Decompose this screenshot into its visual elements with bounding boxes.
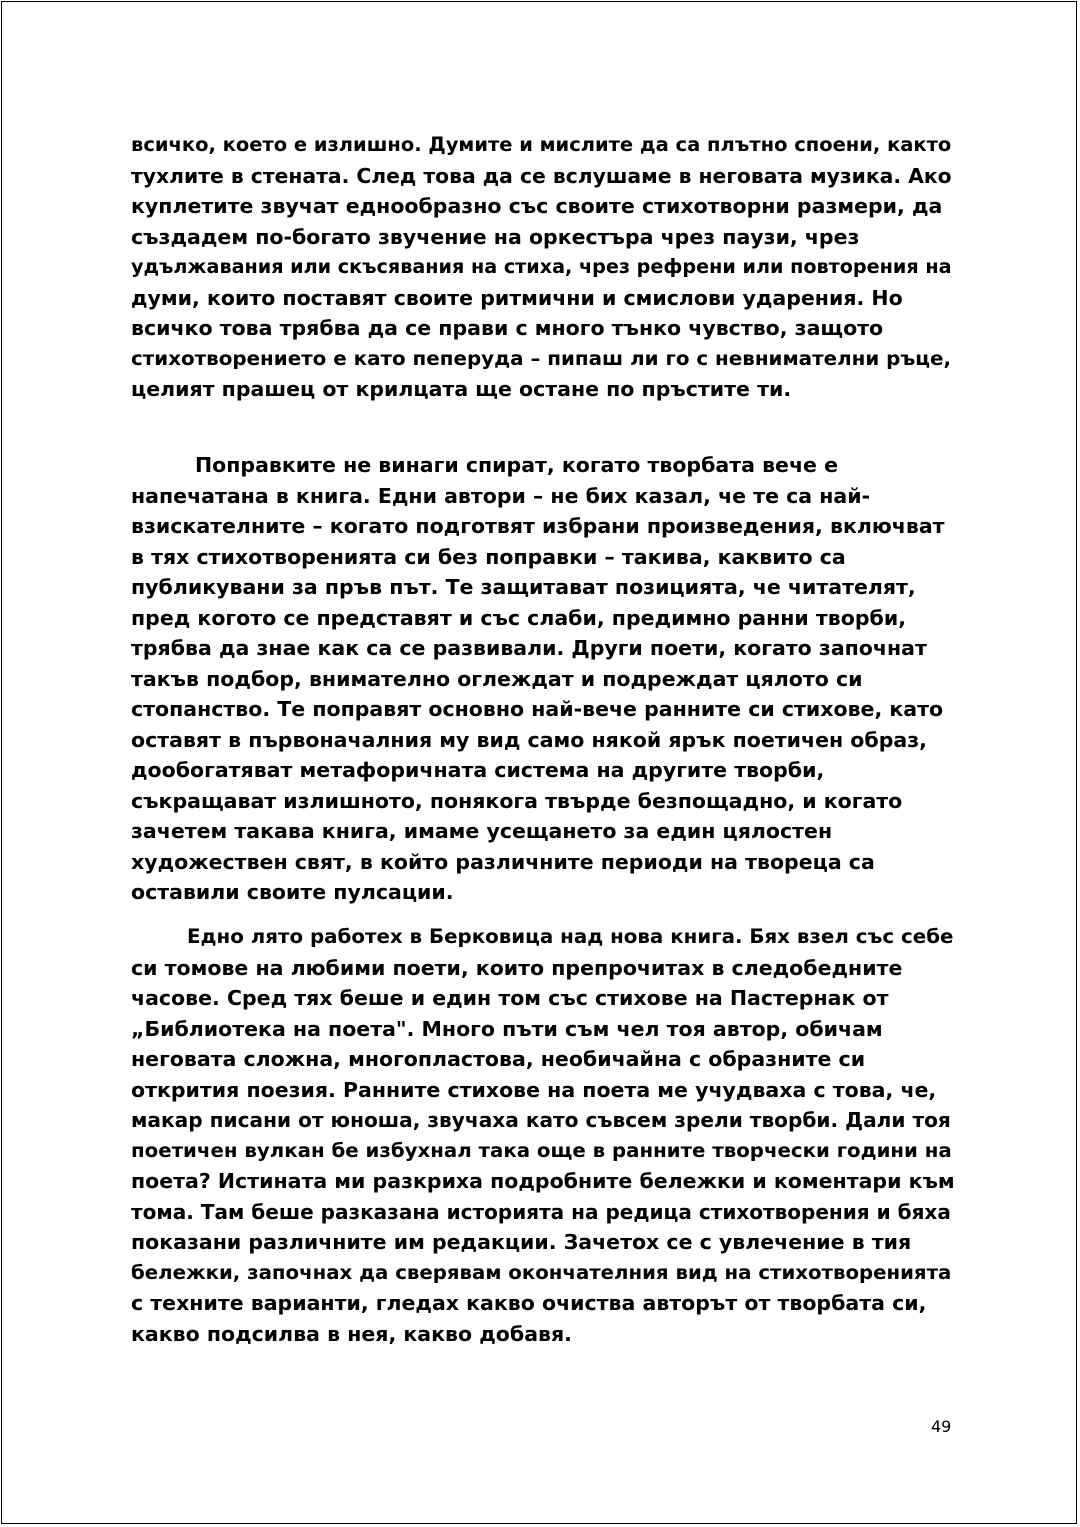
text-line: с техните варианти, гледах какво очиства авторът от творбата си, bbox=[131, 1291, 927, 1315]
paragraph-1 bbox=[131, 130, 956, 405]
paragraph-3 bbox=[131, 922, 956, 1349]
text-line: какво подсилва в нея, какво добавя. bbox=[131, 1321, 572, 1346]
text-line: думи, които поставят своите ритмични и смислови ударения. Но bbox=[131, 285, 903, 310]
text-line: макар писани от юноша, звучаха като съвсем зрели творби. Дали тоя bbox=[131, 1108, 951, 1132]
text-line: пред когото се представят и със слаби, предимно ранни творби, bbox=[131, 605, 907, 630]
text-line: „Библиотека на поета". Много пъти съм чел тоя автор, обичам bbox=[131, 1016, 883, 1041]
text-line: бележки, започнах да сверявам окончателния вид на стихотворенията bbox=[131, 1260, 952, 1284]
text-line: оставят в първоначалния му вид само някой ярък поетичен образ, bbox=[131, 727, 927, 752]
text-line: такъв подбор, внимателно оглеждат и подреждат цялото си bbox=[131, 666, 863, 691]
text-line: поетичен вулкан бе избухнал така още в ранните творчески години на bbox=[131, 1138, 952, 1162]
text-line: всичко, което е излишно. Думите и мислите да са плътно споени, както bbox=[131, 133, 952, 156]
document-page bbox=[1, 1, 1077, 1524]
text-line: дообогатяват метафоричната система на другите творби, bbox=[131, 758, 825, 782]
text-line: куплетите звучат еднообразно със своите стихотворни размери, да bbox=[131, 194, 943, 218]
text-line: трябва да знае как са се развивали. Други поети, когато започнат bbox=[131, 636, 927, 660]
text-line: всичко това трябва да се прави с много тънко чувство, защото bbox=[131, 316, 884, 340]
text-line: публикувани за пръв път. Те защитават позицията, че читателят, bbox=[131, 575, 916, 599]
text-line: тома. Там беше разказана историята на редица стихотворения и бяха bbox=[131, 1199, 951, 1224]
text-line: неговата сложна, многопластова, необичайна с образните си bbox=[131, 1047, 866, 1071]
text-line: съкращават излишното, понякога твърде безпощадно, и когато bbox=[131, 788, 903, 813]
text-line: часове. Сред тях беше и един том със стихове на Пастернак от bbox=[131, 986, 889, 1010]
text-line: напечатана в книга. Едни автори – не бих казал, че те са най- bbox=[131, 483, 871, 508]
text-line: тухлите в стената. След това да се вслушаме в неговата музика. Ако bbox=[131, 163, 952, 188]
page-number: 49 bbox=[931, 1417, 952, 1436]
text-line: зачетем такава книга, имаме усещането за един цялостен bbox=[131, 819, 833, 843]
text-line-indented: Поправките не винаги спират, когато творбата вече е bbox=[195, 453, 838, 477]
text-line: открития поезия. Ранните стихове на поета ме учудваха с това, че, bbox=[131, 1077, 937, 1102]
text-line: показани различните им редакции. Зачетох се с увлечение в тия bbox=[131, 1230, 912, 1254]
text-line: взискателните – когато подготвят избрани произведения, включват bbox=[131, 514, 945, 538]
text-line: стопанство. Те поправят основно най-вече ранните си стихове, като bbox=[131, 697, 944, 721]
text-line: в тях стихотворенията си без поправки – такива, каквито са bbox=[131, 544, 846, 569]
paragraph-2 bbox=[131, 450, 956, 908]
text-line-indented: Едно лято работех в Берковица над нова книга. Бях взел със себе bbox=[187, 925, 954, 948]
text-line: удължавания или скъсявания на стиха, чрез рефрени или повторения на bbox=[131, 255, 952, 278]
text-line: поета? Истината ми разкриха подробните бележки и коментари към bbox=[131, 1169, 955, 1193]
text-line: стихотворението е като пеперуда – пипаш ли го с невнимателни ръце, bbox=[131, 346, 952, 370]
text-line: си томове на любими поети, които препрочитах в следобедните bbox=[131, 955, 903, 980]
text-line: създадем по-богато звучение на оркестъра чрез паузи, чрез bbox=[131, 224, 860, 249]
text-line: художествен свят, в който различните периоди на твореца са bbox=[131, 849, 875, 874]
text-line: оставили своите пулсации. bbox=[131, 880, 454, 904]
text-line: целият прашец от крилцата ще остане по пръстите ти. bbox=[131, 377, 792, 401]
